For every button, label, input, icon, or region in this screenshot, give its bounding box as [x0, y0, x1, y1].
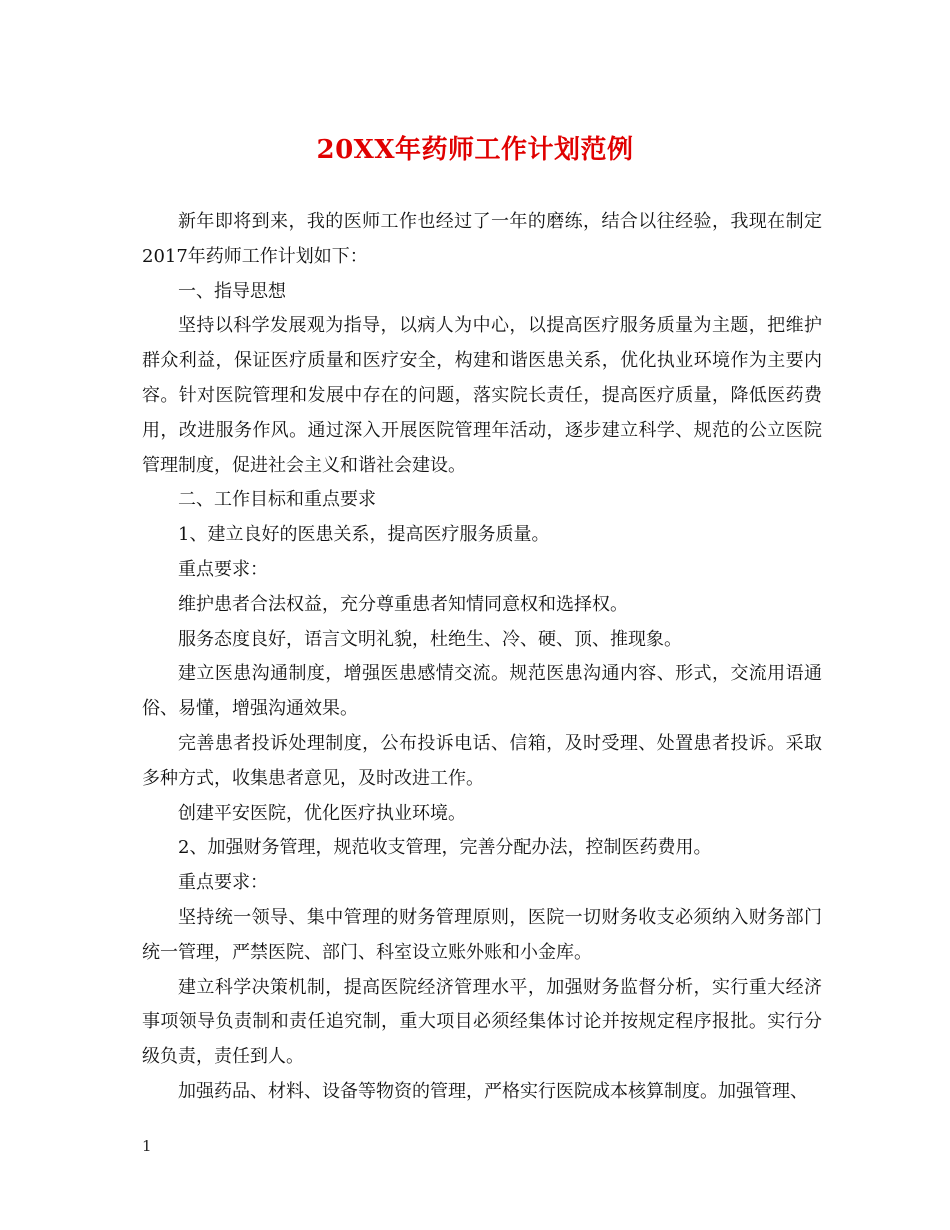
key-requirements-label: 重点要求： — [178, 558, 268, 580]
key-requirements-label: 重点要求： — [178, 872, 268, 894]
paragraph-unified-finance: 坚持统一领导、集中管理的财务管理原则，医院一切财务收支必须纳入财务部门统一管理，严禁医院、部门、科室设立账外账和小金库。 — [142, 906, 822, 963]
page-number: 1 — [142, 1137, 152, 1155]
goal-1-heading: 1、建立良好的医患关系，提高医疗服务质量。 — [178, 524, 550, 546]
paragraph-safe-hospital: 创建平安医院，优化医疗执业环境。 — [178, 802, 466, 824]
goal-2-heading: 2、加强财务管理，规范收支管理，完善分配办法，控制医药费用。 — [178, 837, 712, 859]
paragraph-decision-mechanism: 建立科学决策机制，提高医院经济管理水平，加强财务监督分析，实行重大经济事项领导负责制和责任追究制，重大项目必须经集体讨论并按规定程序报批。实行分级负责，责任到人。 — [142, 976, 822, 1068]
paragraph-service-attitude: 服务态度良好，语言文明礼貌，杜绝生、冷、硬、顶、推现象。 — [178, 628, 682, 650]
section-heading-guiding-ideology: 一、指导思想 — [178, 280, 286, 302]
section-heading-goals: 二、工作目标和重点要求 — [178, 489, 376, 511]
paragraph-patient-rights: 维护患者合法权益，充分尊重患者知情同意权和选择权。 — [178, 593, 628, 615]
paragraph-materials-management: 加强药品、材料、设备等物资的管理，严格实行医院成本核算制度。加强管理、 — [178, 1080, 808, 1102]
document-title: 20XX年药师工作计划范例 — [316, 135, 634, 165]
paragraph-complaints: 完善患者投诉处理制度，公布投诉电话、信箱，及时受理、处置患者投诉。采取多种方式，收集患者意见，及时改进工作。 — [142, 732, 822, 789]
paragraph-intro: 新年即将到来，我的医师工作也经过了一年的磨练，结合以往经验，我现在制定2017年药师工作计划如下： — [142, 211, 822, 267]
document-body — [142, 205, 822, 1110]
paragraph-communication: 建立医患沟通制度，增强医患感情交流。规范医患沟通内容、形式，交流用语通俗、易懂，增强沟通效果。 — [142, 663, 822, 720]
paragraph-guiding-ideology: 坚持以科学发展观为指导，以病人为中心，以提高医疗服务质量为主题，把维护群众利益，保证医疗质量和医疗安全，构建和谐医患关系，优化执业环境作为主要内容。针对医院管理和发展中存在的问题，落实院长责任，提高医疗质量，降低医药费用，改进服务作风。通过深入开展医院管理年活动，逐步建立科学、规范的公立医院管理制度，促进社会主义和谐社会建设。 — [142, 315, 822, 476]
